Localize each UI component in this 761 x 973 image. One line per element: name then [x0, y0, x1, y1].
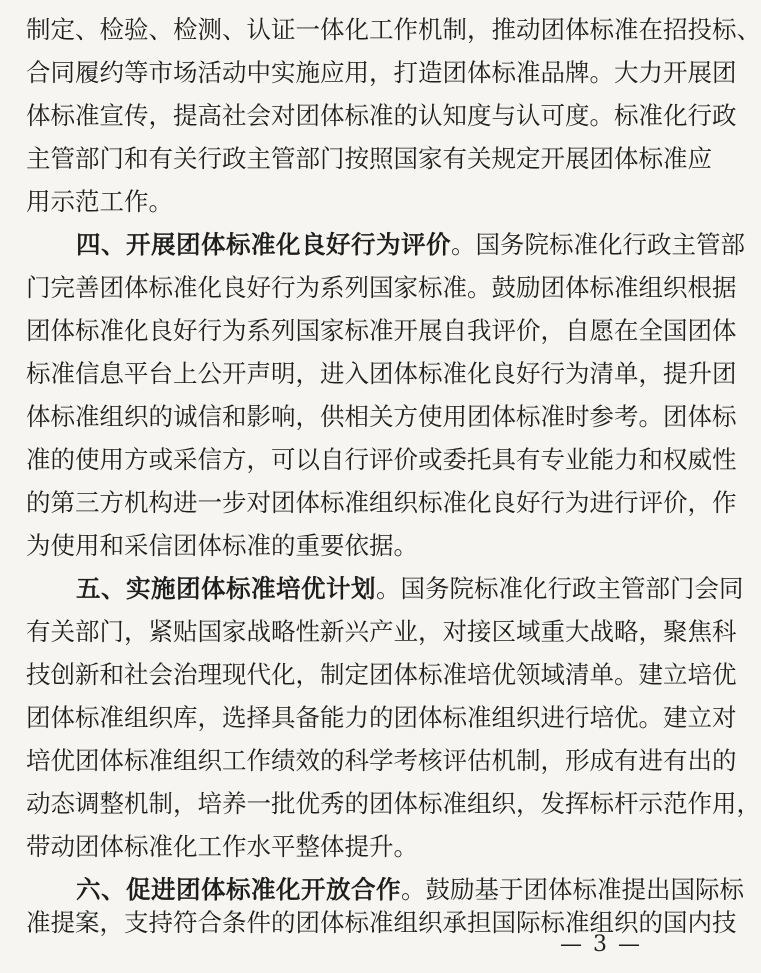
paragraph-line [26, 655, 737, 695]
line-text: 制定、检验、检测、认证一体化工作机制，推动团体标准在招投标、 [26, 15, 761, 44]
paragraph-line [26, 612, 737, 652]
paragraph-line [26, 827, 674, 867]
paragraph-line [26, 311, 737, 351]
line-text: 用示范工作。 [26, 187, 173, 216]
line-text: 准提案，支持符合条件的团体标准组织承担国际标准组织的国内技 [26, 908, 737, 937]
line-text: 有关部门，紧贴国家战略性新兴产业，对接区域重大战略，聚焦科 [26, 617, 737, 646]
line-text: 主管部门和有关行政主管部门按照国家有关规定开展团体标准应 [26, 144, 712, 173]
section-heading: 四、开展团体标准化良好行为评价 [76, 230, 451, 259]
line-text: 体标准宣传，提高社会对团体标准的认知度与认可度。标准化行政 [26, 101, 737, 130]
page-number: — 3 — [560, 932, 642, 957]
paragraph-line [26, 268, 737, 308]
paragraph-line [26, 10, 761, 50]
line-text: 的第三方机构进一步对团体标准组织标准化良好行为进行评价，作 [26, 488, 737, 517]
line-text: 。国务院标准化行政主管部 [451, 230, 745, 259]
paragraph-line [26, 483, 737, 523]
line-text: 准的使用方或采信方，可以自行评价或委托具有专业能力和权威性 [26, 445, 737, 474]
paragraph-line [26, 784, 761, 824]
paragraph-line [26, 139, 712, 179]
paragraph-line [26, 440, 737, 480]
line-text: 培优团体标准组织工作绩效的科学考核评估机制，形成有进有出的 [26, 746, 737, 775]
section-heading: 六、促进团体标准化开放合作 [76, 875, 401, 904]
section-heading-line [76, 225, 745, 265]
line-text: 合同履约等市场活动中实施应用，打造团体标准品牌。大力开展团 [26, 58, 737, 87]
paragraph-line [26, 397, 737, 437]
paragraph-line [26, 354, 737, 394]
line-text: 动态调整机制，培养一批优秀的团体标准组织，发挥标杆示范作用， [26, 789, 761, 818]
section-heading: 五、实施团体标准培优计划 [76, 574, 376, 603]
line-text: 技创新和社会治理现代化，制定团体标准培优领域清单。建立培优 [26, 660, 737, 689]
line-text: 体标准组织的诚信和影响，供相关方使用团体标准时参考。团体标 [26, 402, 737, 431]
paragraph-line [26, 526, 674, 566]
line-text: 门完善团体标准化良好行为系列国家标准。鼓励团体标准组织根据 [26, 273, 737, 302]
paragraph-line [26, 698, 737, 738]
line-text: 为使用和采信团体标准的重要依据。 [26, 531, 418, 560]
line-text: 带动团体标准化工作水平整体提升。 [26, 832, 418, 861]
paragraph-line [26, 182, 674, 222]
line-text: 团体标准组织库，选择具备能力的团体标准组织进行培优。建立对 [26, 703, 737, 732]
paragraph-line [26, 53, 737, 93]
line-text: 。鼓励基于团体标准提出国际标 [401, 875, 744, 904]
line-text: 。国务院标准化行政主管部门会同 [376, 574, 744, 603]
line-text: 团体标准化良好行为系列国家标准开展自我评价，自愿在全国团体 [26, 316, 737, 345]
paragraph-line [26, 741, 737, 781]
section-heading-line [76, 569, 744, 609]
line-text: 标准信息平台上公开声明，进入团体标准化良好行为清单，提升团 [26, 359, 737, 388]
paragraph-line [26, 96, 737, 136]
